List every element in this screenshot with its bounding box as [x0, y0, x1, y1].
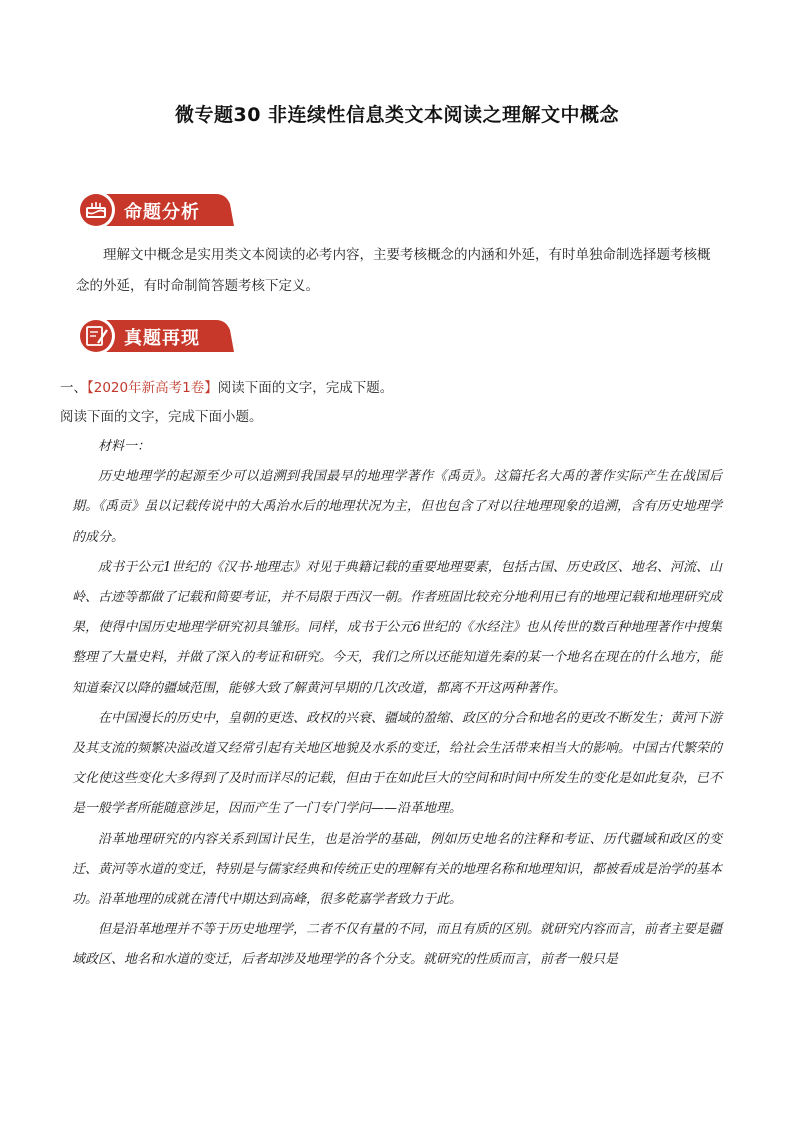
section-banner-exam — [76, 316, 234, 356]
section-label-analysis: 命题分析 — [124, 202, 200, 223]
question-instruction: 阅读下面的文字，完成下题。 — [217, 380, 394, 396]
material-paragraph-4: 沿革地理研究的内容关系到国计民生，也是治学的基础，例如历史地名的注释和考证、历代疆域和政区的变迁、黄河等水道的变迁，特别是与儒家经典和传统正史的理解有关的地理名称和地理知识，都被看成是治学的基本功。沿革地理的成就在清代中期达到高峰，很多乾嘉学者致力于此。 — [72, 831, 723, 908]
material-block — [72, 432, 722, 976]
cake-icon — [76, 190, 116, 230]
analysis-text: 理解文中概念是实用类文本阅读的必考内容，主要考核概念的内涵和外延，有时单独命制选择题考核概念的外延，有时命制简答题考核下定义。 — [76, 247, 711, 294]
sub-instruction: 阅读下面的文字，完成下面小题。 — [60, 409, 263, 425]
material-paragraph-2: 成书于公元1世纪的《汉书·地理志》对见于典籍记载的重要地理要素，包括古国、历史政区、地名、河流、山岭、古迹等都做了记载和简要考证，并不局限于西汉一朝。作者班固比较充分地利用已有的地理记载和地理研究成果，使得中国历史地理学研究初具雏形。同样，成书于公元6世纪的《水经注》也从传世的数百种地理著作中搜集整理了大量史料，并做了深入的考证和研究。今天，我们之所以还能知道先秦的某一个地名在现在的什么地方，能知道秦汉以降的疆域范围，能够大致了解黄河早期的几次改道，都离不开这两种著作。 — [72, 559, 723, 696]
section-label-exam: 真题再现 — [124, 328, 200, 349]
material-paragraph-5: 但是沿革地理并不等于历史地理学，二者不仅有量的不同，而且有质的区别。就研究内容而言，前者主要是疆域政区、地名和水道的变迁，后者却涉及地理学的各个分支。就研究的性质而言，前者一般只是 — [72, 922, 723, 968]
section-banner-analysis — [76, 190, 234, 230]
exam-source-tag: 【2020年新高考1卷】 — [87, 380, 218, 396]
material-paragraph-1: 历史地理学的起源至少可以追溯到我国最早的地理学著作《禹贡》。这篇托名大禹的著作实际产生在战国后期。《禹贡》虽以记载传说中的大禹治水后的地理状况为主，但也包含了对以往地理现象的追溯，含有历史地理学的成分。 — [72, 469, 722, 545]
question-prefix: 一、 — [60, 380, 87, 396]
pencil-note-icon — [76, 316, 116, 356]
material-paragraph-3: 在中国漫长的历史中，皇朝的更迭、政权的兴衰、疆域的盈缩、政区的分合和地名的更改不断发生；黄河下游及其支流的频繁决溢改道又经常引起有关地区地貌及水系的变迁，给社会生活带来相当大的影响。中国古代繁荣的文化使这些变化大多得到了及时而详尽的记载，但由于在如此巨大的空间和时间中所发生的变化是如此复杂，已不是一般学者所能随意涉足，因而产生了一门专门学问——沿革地理。 — [72, 710, 723, 817]
page-title: 微专题30 非连续性信息类文本阅读之理解文中概念 — [174, 104, 620, 126]
material-heading: 材料一： — [98, 439, 151, 454]
question-line — [60, 376, 740, 396]
